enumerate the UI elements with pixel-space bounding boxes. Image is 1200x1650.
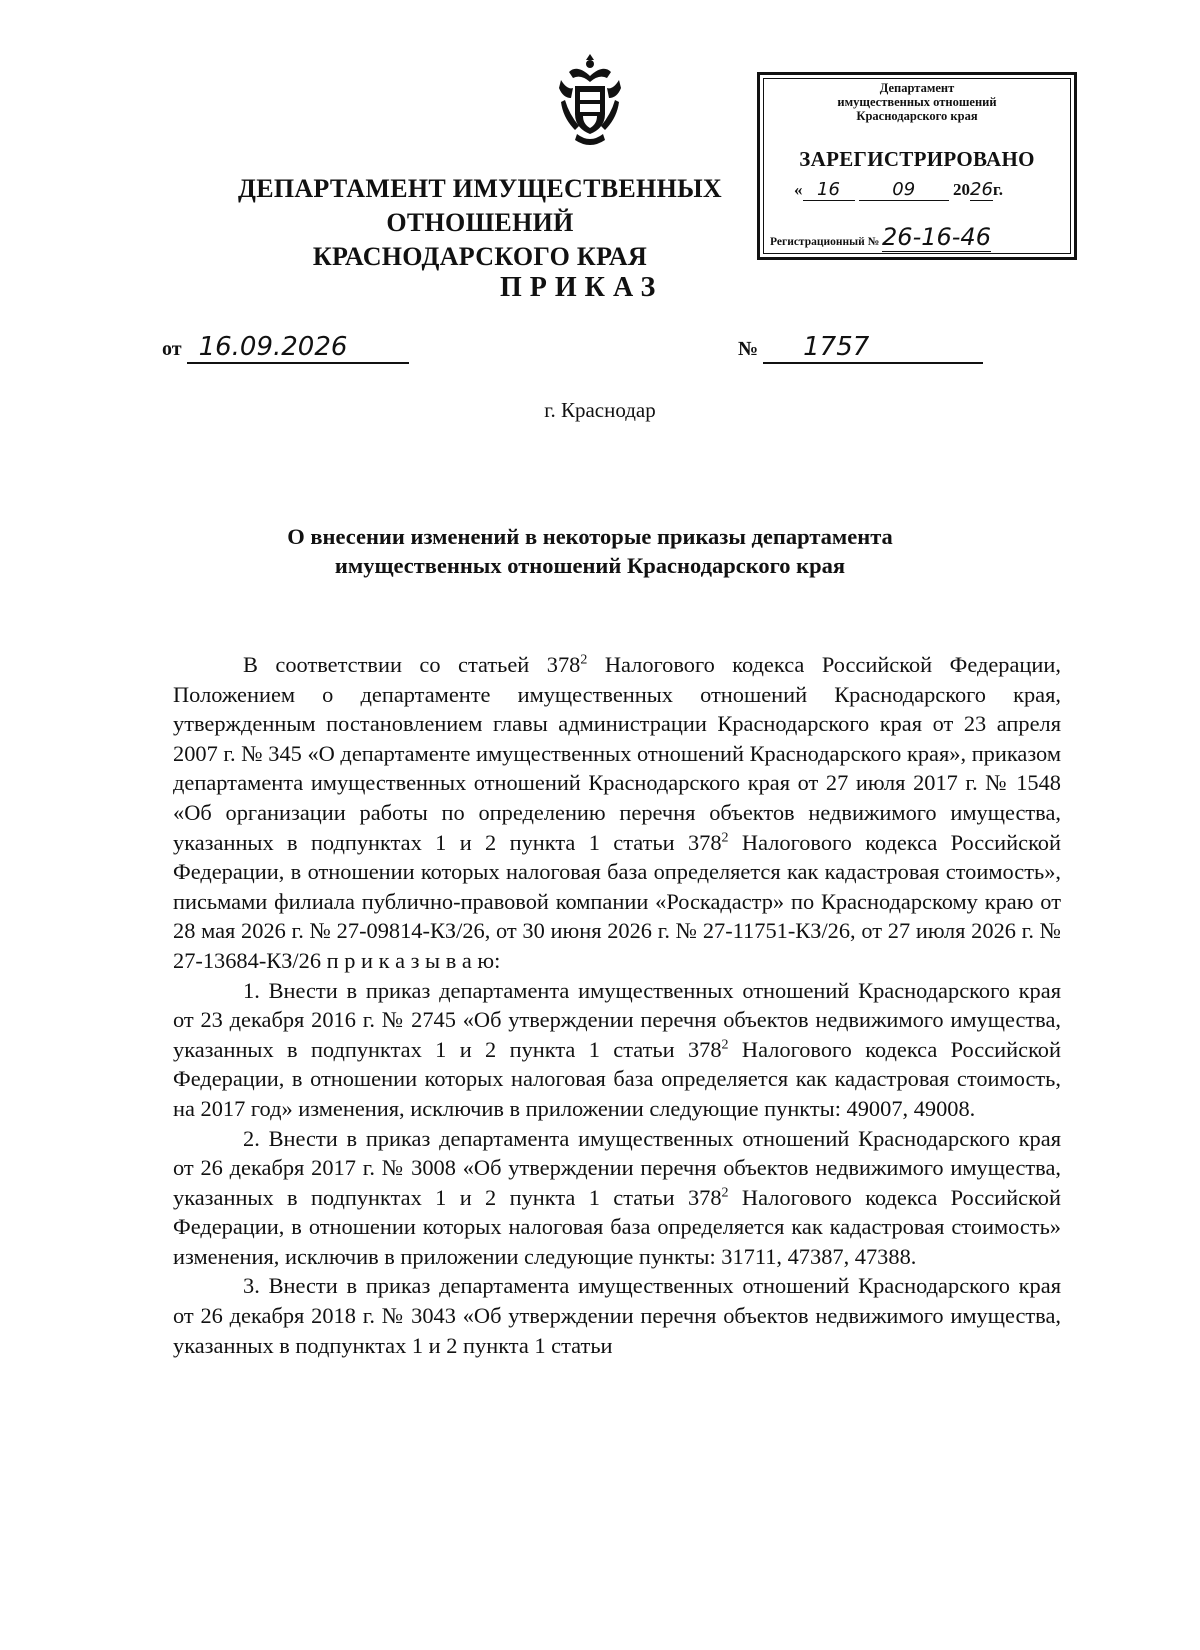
stamp-org-line2: имущественных отношений <box>837 95 997 109</box>
stamp-org-line3: Краснодарского края <box>856 109 978 123</box>
document-type: ПРИКАЗ <box>500 272 664 303</box>
document-title <box>180 522 1000 580</box>
preamble-sup-a: 2 <box>580 652 588 668</box>
item-2-sup: 2 <box>721 1185 729 1201</box>
preamble-text-c: Налогового кодекса Российской Федерации, в отношении которых налоговая база определяется как кадастровая стоимость», письмами филиала публично-правовой компании «Роскадастр» по Краснодарскому краю от 28 мая 2026 г. № 27-09814-КЗ/26, от 30 июня 2026 г. № 27-11751-КЗ/26, от 27 июля 2026 г. № 27-13684-КЗ/26 <box>173 829 1061 973</box>
order-date <box>162 332 409 364</box>
department-name-line2: КРАСНОДАРСКОГО КРАЯ <box>312 242 648 271</box>
item-1-text-a: 1. Внести в приказ департамента имущественных отношений Краснодарского края от 23 декабря 2016 г. № 2745 «Об утверждении перечня объектов недвижимого имущества, указанных в подпунктах 1 и 2 пункта 1 статьи 378 <box>173 977 1061 1062</box>
item-2-paragraph <box>173 1124 1061 1272</box>
order-number <box>738 332 983 364</box>
stamp-registered-label: ЗАРЕГИСТРИРОВАНО <box>799 147 1035 171</box>
stamp-date <box>794 179 1054 201</box>
stamp-organization <box>760 81 1074 123</box>
item-1-paragraph <box>173 976 1061 1124</box>
order-date-value: 16.09.2026 <box>187 332 409 364</box>
item-1-sup: 2 <box>721 1037 729 1053</box>
preamble-text-b: Налогового кодекса Российской Федерации, Положением о департаменте имущественных отношений Краснодарского края, утвержденным постановлением главы администрации Краснодарского края от 23 апреля 2007 г. № 345 «О департаменте имущественных отношений Краснодарского края», приказом департамента имущественных отношений Краснодарского края от 27 июля 2017 г. № 1548 «Об организации работы по определению перечня объектов недвижимого имущества, указанных в подпунктах 1 и 2 пункта 1 статьи 378 <box>173 652 1061 855</box>
registration-stamp <box>757 72 1077 260</box>
stamp-date-open: « <box>794 180 803 199</box>
item-1-text-b: Налогового кодекса Российской Федерации, в отношении которых налоговая база определяется как кадастровая стоимость, на 2017 год» изменения, исключив в приложении следующие пункты: 49007, 49008. <box>173 1036 1061 1121</box>
preamble-text-a: В соответствии со статьей 378 <box>243 652 581 677</box>
stamp-date-year-prefix: 20 <box>953 180 970 199</box>
preamble-paragraph <box>173 650 1061 976</box>
order-number-value: 1757 <box>763 332 983 364</box>
coat-of-arms-icon <box>555 50 625 150</box>
department-name-line1: ДЕПАРТАМЕНТ ИМУЩЕСТВЕННЫХ ОТНОШЕНИЙ <box>238 174 722 237</box>
order-date-label: от <box>162 338 182 360</box>
stamp-org-line1: Департамент <box>879 81 955 95</box>
document-title-line2: имущественных отношений Краснодарского края <box>334 553 846 578</box>
item-2-text-b: Налогового кодекса Российской Федерации, в отношении которых налоговая база определяется как кадастровая стоимость» изменения, исключив в приложении следующие пункты: 31711, 47387, 47388. <box>173 1184 1061 1269</box>
order-word: п р и к а з ы в а ю: <box>326 947 501 973</box>
city: г. Краснодар <box>544 398 656 422</box>
stamp-regno-value: 26-16-46 <box>882 223 991 251</box>
stamp-date-year-suffix: 26 <box>970 179 993 200</box>
department-header <box>200 172 760 274</box>
order-number-label: № <box>738 338 759 360</box>
document-title-line1: О внесении изменений в некоторые приказы департамента <box>287 524 893 549</box>
preamble-sup-b: 2 <box>721 830 729 846</box>
item-2-text-a: 2. Внести в приказ департамента имущественных отношений Краснодарского края от 26 декабря 2017 г. № 3008 «Об утверждении перечня объектов недвижимого имущества, указанных в подпунктах 1 и 2 пункта 1 статьи 378 <box>173 1125 1061 1210</box>
document-body <box>173 650 1061 1360</box>
stamp-date-day: 16 <box>803 179 855 201</box>
stamp-regno <box>770 223 1070 251</box>
stamp-date-g: г. <box>992 180 1003 199</box>
item-3-paragraph: 3. Внести в приказ департамента имущественных отношений Краснодарского края от 26 декабря 2018 г. № 3043 «Об утверждении перечня объектов недвижимого имущества, указанных в подпунктах 1 и 2 пункта 1 статьи <box>173 1273 1061 1358</box>
stamp-date-month: 09 <box>859 179 949 201</box>
stamp-regno-label: Регистрационный № <box>770 236 880 248</box>
